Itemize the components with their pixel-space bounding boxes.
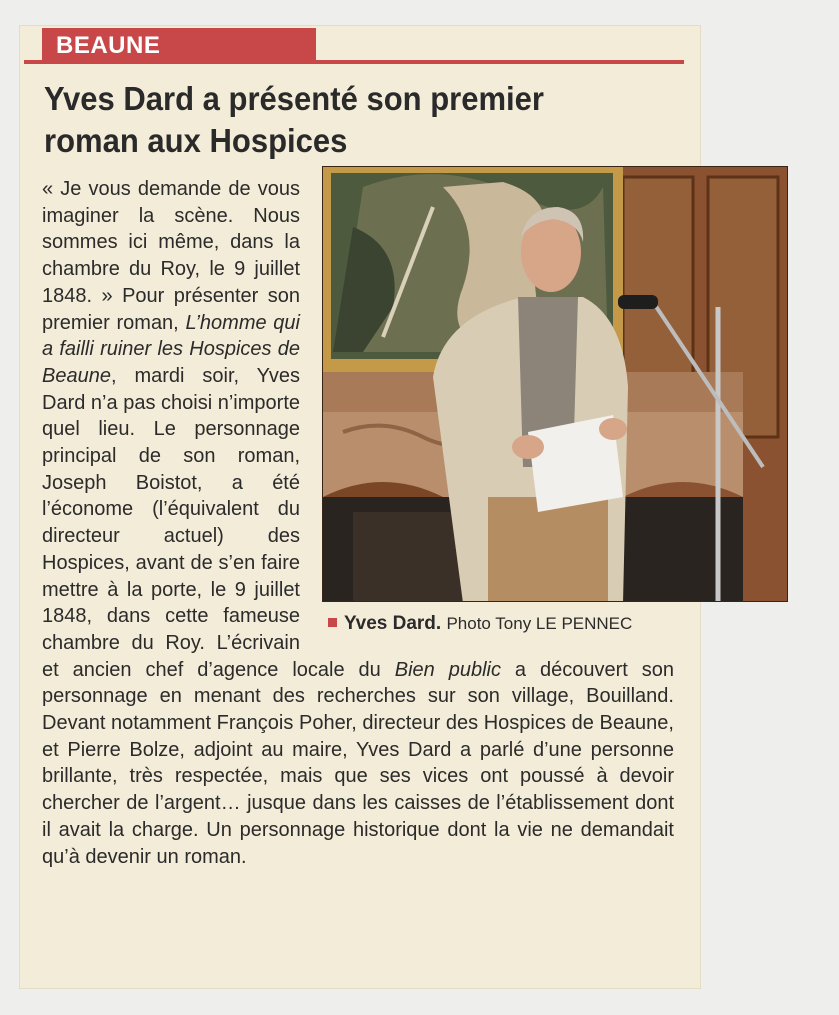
article-part-1: « Je vous demande de vous imaginer la scène. Nous sommes ici même, dans la chambre du Roy, le 9 juillet 1848. » Pour présenter son premier roman,	[42, 178, 300, 334]
photo-caption	[328, 612, 698, 636]
section-label: BEAUNE	[42, 28, 316, 64]
article-part-3: a découvert son personnage en menant des recherches sur son village, Bouilland. Devant notamment François Poher, directeur des Hospices de Beaune, et Pierre Bolze, adjoint au maire, Yves Dard a parlé d’une personne brillante, très respectée, mais que ses vices ont poussé à devoir chercher de l’argent… jusque dans les caisses de l’établissement dont il avait la charge. Un personnage historique dont la vie ne demandait qu’à devenir un roman.	[42, 658, 675, 868]
article-part-2: , mardi soir, Yves Dard n’a pas choisi n’importe quel lieu. Le personnage principal de son roman, Joseph Boistot, a été l’économe (l’équivalent du directeur actuel) des Hospices, avant de s’en faire mettre à la porte, le 9 juillet 1848, dans cette fameuse chambre du Roy. L’écrivain et ancien chef d’agence locale du	[42, 364, 395, 681]
newspaper-name: Bien public	[394, 658, 501, 681]
caption-name: Yves Dard.	[344, 613, 442, 634]
article-photo	[322, 166, 788, 602]
photo-credit: Photo Tony LE PENNEC	[446, 614, 633, 633]
book-title: L’homme qui a failli ruiner les Hospices de Beaune	[42, 311, 300, 387]
photo-illustration	[323, 167, 788, 602]
caption-marker-icon	[328, 618, 337, 627]
headline: Yves Dard a présenté son premier roman aux Hospices	[44, 80, 545, 159]
